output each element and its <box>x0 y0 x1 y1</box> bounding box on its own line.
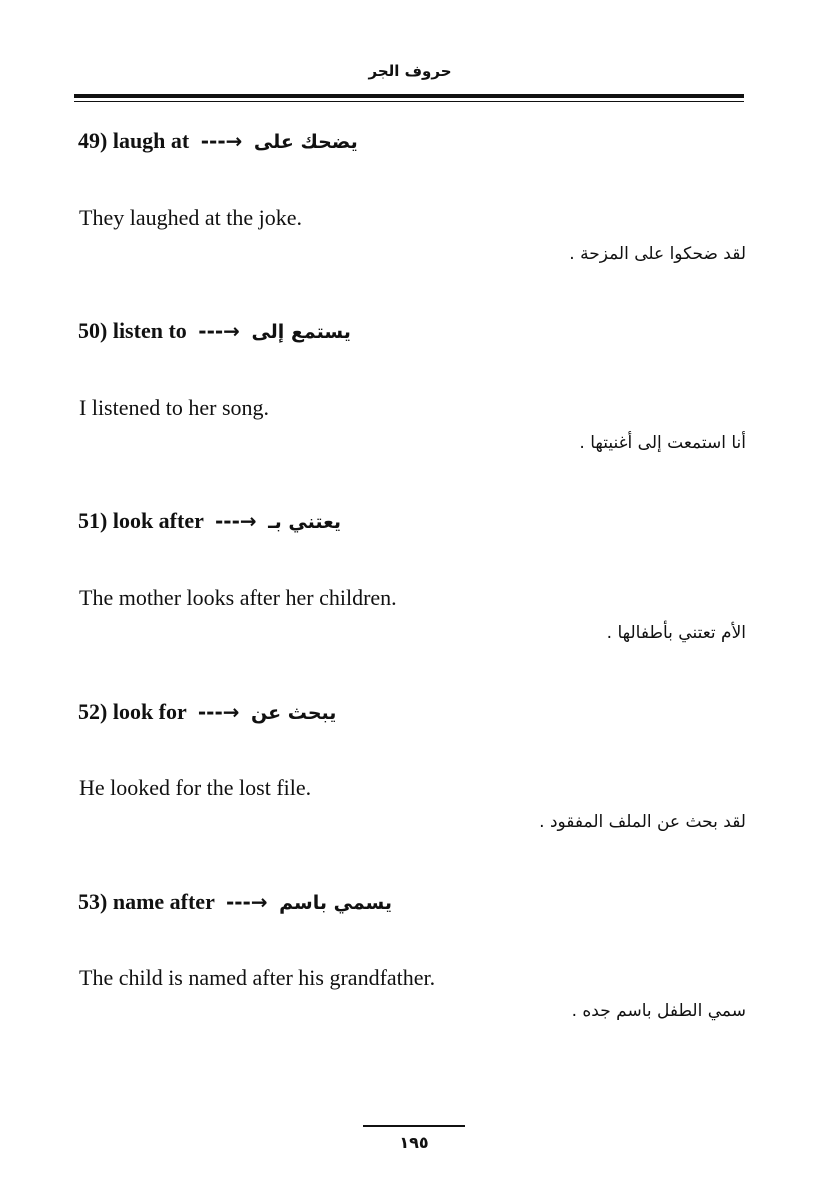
header-rule <box>74 94 744 98</box>
entry-heading <box>78 128 358 154</box>
entry-arabic: يسمي باسم <box>279 892 393 914</box>
chapter-title: حروف الجر <box>368 62 452 80</box>
entry-number: 51) <box>78 508 108 533</box>
page-number: ١٩٥ <box>399 1133 429 1152</box>
entry-phrase: listen to <box>112 318 187 343</box>
example-english: They laughed at the joke. <box>79 205 302 230</box>
arrow-icon: ---→ <box>198 319 240 343</box>
entry-heading <box>78 318 351 344</box>
entry-heading <box>78 508 341 534</box>
entry-phrase: look for <box>112 699 187 724</box>
example-english: He looked for the lost file. <box>79 775 312 800</box>
example-english: The child is named after his grandfather. <box>79 965 436 990</box>
entry-number: 52) <box>78 699 108 724</box>
entry-heading <box>78 699 336 725</box>
entry-phrase: name after <box>112 889 215 914</box>
entry-phrase: look after <box>112 508 204 533</box>
entry-arabic: يعتني بـ <box>268 511 341 533</box>
footer-rule <box>363 1125 465 1127</box>
entry-number: 53) <box>78 889 108 914</box>
example-arabic: لقد بحث عن الملف المفقود . <box>539 812 746 832</box>
entry-arabic: يضحك على <box>253 131 358 153</box>
header-rule-thin <box>74 101 744 102</box>
example-english: The mother looks after her children. <box>79 585 397 610</box>
entry-number: 50) <box>78 318 108 343</box>
arrow-icon: ---→ <box>197 700 240 724</box>
arrow-icon: ---→ <box>214 509 257 533</box>
example-arabic: الأم تعتني بأطفالها . <box>606 623 746 643</box>
example-english: I listened to her song. <box>79 395 270 420</box>
entry-heading <box>78 889 392 915</box>
entry-arabic: يستمع إلى <box>251 321 351 343</box>
example-arabic: أنا استمعت إلى أغنيتها . <box>579 433 746 453</box>
arrow-icon: ---→ <box>225 890 268 914</box>
example-arabic: لقد ضحكوا على المزحة . <box>569 244 746 264</box>
example-arabic: سمي الطفل باسم جده . <box>571 1001 746 1021</box>
entry-number: 49) <box>78 128 108 153</box>
arrow-icon: ---→ <box>200 129 243 153</box>
entry-arabic: يبحث عن <box>251 702 337 724</box>
entry-phrase: laugh at <box>112 128 190 153</box>
